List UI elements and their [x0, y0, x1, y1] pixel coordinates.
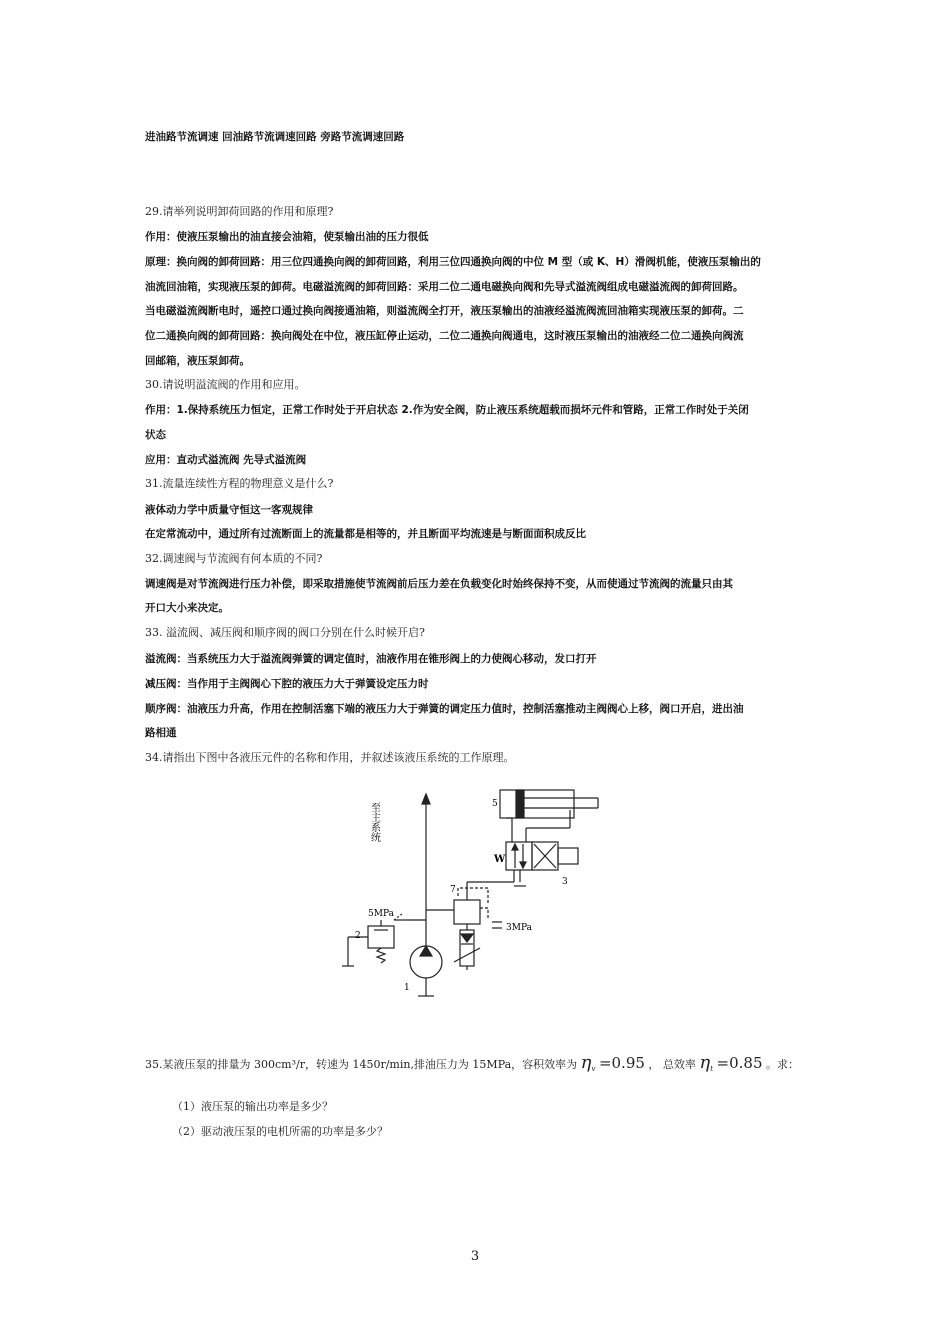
answer-30-line-1: 作用：1.保持系统压力恒定，正常工作时处于开启状态 2.作为安全阀，防止液压系统超载而损坏元件和管路，正常工作时处于关闭 — [145, 404, 749, 416]
answer-33-line-4: 路相通 — [145, 727, 177, 739]
question-32: 32.调速阀与节流阀有何本质的不同? — [145, 552, 323, 565]
question-35-sub-2: （2）驱动液压泵的电机所需的功率是多少？ — [172, 1125, 388, 1138]
answer-33-line-3: 顺序阀：油液压力升高，作用在控制活塞下端的液压力大于弹簧的调定压力值时，控制活塞推动主阀阀心上移，阀口开启，进出油 — [145, 703, 744, 715]
answer-33-line-1: 溢流阀：当系统压力大于溢流阀弹簧的调定值时，油液作用在锥形阀上的力使阀心移动，发口打开 — [145, 653, 597, 665]
page-number: 3 — [470, 1249, 480, 1264]
answer-29-line-4: 当电磁溢流阀断电时，遥控口通过换向阀接通油箱，则溢流阀全打开，液压泵输出的油液经溢流阀流回油箱实现液压泵的卸荷。二 — [145, 305, 744, 317]
spring-label-w: W — [494, 854, 506, 865]
question-35-sub-1: （1）液压泵的输出功率是多少？ — [172, 1100, 333, 1113]
answer-29-line-2: 原理：换向阀的卸荷回路：用三位四通换向阀的卸荷回路，利用三位四通换向阀的中位 M 型（或 K、H）滑阀机能，使液压泵输出的 — [145, 256, 761, 268]
question-35-text-c: 。求： — [766, 1058, 799, 1071]
eta-v-subscript: v — [591, 1065, 596, 1073]
section-heading: 进油路节流调速 回油路节流调速回路 旁路节流调速回路 — [145, 131, 405, 143]
question-29: 29.请举列说明卸荷回路的作用和原理? — [145, 205, 334, 218]
eta-t-symbol: ηt — [699, 1052, 714, 1073]
question-34: 34.请指出下图中各液压元件的名称和作用，并叙述该液压系统的工作原理。 — [145, 751, 515, 764]
question-35-text-b: ， 总效率 — [648, 1058, 696, 1071]
component-number-5: 5 — [492, 799, 498, 809]
question-31: 31.流量连续性方程的物理意义是什么? — [145, 477, 334, 490]
answer-29-line-1: 作用：使液压泵输出的油直接会油箱，使泵输出油的压力很低 — [145, 231, 429, 243]
answer-30-line-2: 状态 — [145, 429, 166, 441]
component-number-1: 1 — [404, 983, 410, 993]
hydraulic-circuit-diagram — [330, 778, 600, 1014]
answer-29-line-6: 回邮箱，液压泵卸荷。 — [145, 355, 250, 367]
component-number-7: 7 — [450, 885, 456, 895]
label-3mpa: 3MPa — [506, 923, 532, 933]
question-35 — [145, 1053, 825, 1075]
answer-32-line-2: 开口大小来决定。 — [145, 602, 229, 614]
answer-29-line-3: 油流回油箱，实现液压泵的卸荷。电磁溢流阀的卸荷回路：采用二位二通电磁换向阀和先导式溢流阀组成电磁溢流阀的卸荷回路。 — [145, 281, 744, 293]
eta-t-subscript: t — [710, 1065, 714, 1073]
answer-31-line-1: 液体动力学中质量守恒这一客观规律 — [145, 504, 313, 516]
label-5mpa: 5MPa — [368, 909, 394, 919]
answer-29-line-5: 位二通换向阀的卸荷回路：换向阀处在中位，液压缸停止运动，二位二通换向阀通电，这时液压泵输出的油液经二位二通换向阀流 — [145, 330, 744, 342]
eta-v-value: =0.95 — [598, 1054, 645, 1072]
question-33: 33. 溢流阀、减压阀和顺序阀的阀口分别在什么时候开启? — [145, 626, 425, 639]
component-number-3: 3 — [562, 877, 568, 887]
component-number-2: 2 — [355, 931, 361, 941]
eta-v-symbol: ηv — [580, 1052, 596, 1073]
eta-t-value: =0.85 — [716, 1054, 763, 1072]
question-30: 30.请说明溢流阀的作用和应用。 — [145, 378, 306, 391]
answer-33-line-2: 减压阀：当作用于主阀阀心下腔的液压力大于弹簧设定压力时 — [145, 678, 429, 690]
answer-31-line-2: 在定常流动中，通过所有过流断面上的流量都是相等的，并且断面平均流速是与断面面积成反比 — [145, 528, 586, 540]
answer-32-line-1: 调速阀是对节流阀进行压力补偿，即采取措施使节流阀前后压力差在负载变化时始终保持不变，从而使通过节流阀的流量只由其 — [145, 578, 733, 590]
label-to-main-system: 至主系统 — [368, 802, 380, 842]
answer-30-line-3: 应用：直动式溢流阀 先导式溢流阀 — [145, 454, 307, 466]
question-35-text-a: 35.某液压泵的排量为 300cm³/r，转速为 1450r/min,排油压力为 15MPa，容积效率为 — [145, 1058, 578, 1071]
